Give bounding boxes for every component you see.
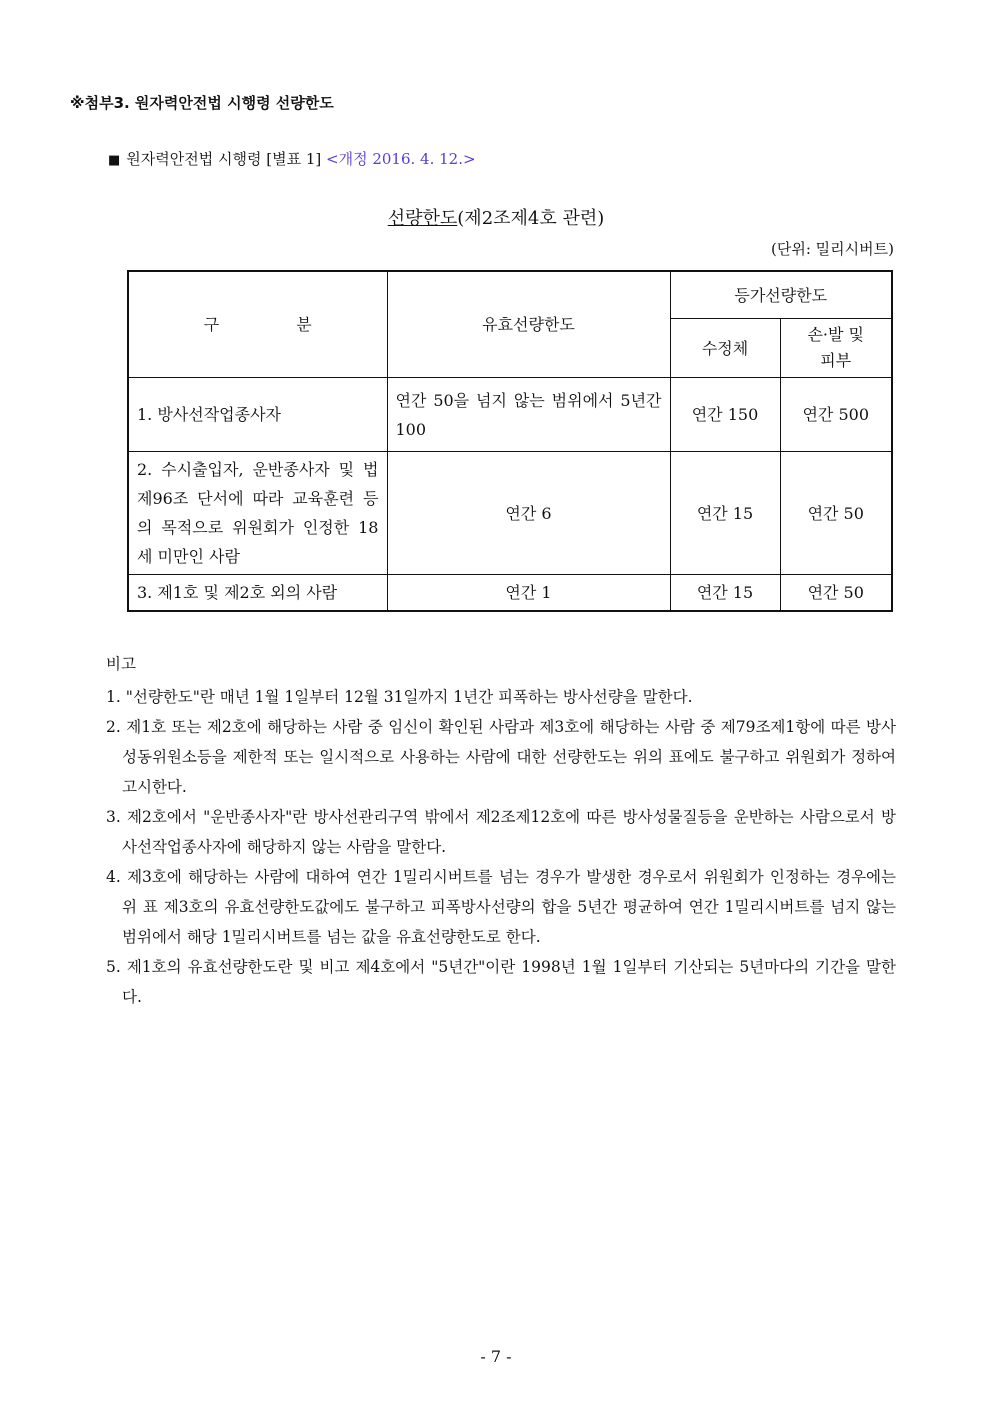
- table-title-sub: (제2조제4호 관련): [457, 208, 605, 229]
- row2-category: 2. 수시출입자, 운반종사자 및 법 제96조 단서에 따라 교육훈련 등의 목적으로 위원회가 인정한 18세 미만인 사람: [128, 452, 387, 575]
- note-item: 4. 제3호에 해당하는 사람에 대하여 연간 1밀리시버트를 넘는 경우가 발생한 경우로서 위원회가 인정하는 경우에는 위 표 제3호의 유효선량한도값에도 불구하고 피폭방사선량의 합을 5년간 평균하여 연간 1밀리시버트를 넘지 않는 범위에서 해당 1밀리시버트를 넘는 값을 유효선량한도로 한다.: [106, 868, 896, 946]
- table-row: [128, 575, 892, 612]
- header-equivalent-limit: 등가선량한도: [670, 271, 892, 319]
- table-row: [128, 378, 892, 452]
- attachment-title: ※첨부3. 원자력안전법 시행령 선량한도: [70, 94, 334, 112]
- row2-skin: 연간 50: [780, 452, 892, 575]
- table-title-main: 선량한도: [387, 208, 458, 229]
- row1-effective: 연간 50을 넘지 않는 범위에서 5년간 100: [387, 378, 670, 452]
- row1-category: 1. 방사선작업종사자: [128, 378, 387, 452]
- header-skin-line1: 손·발 및: [807, 325, 865, 344]
- row3-lens: 연간 15: [670, 575, 780, 612]
- square-bullet-icon: ■: [108, 153, 121, 168]
- row2-effective: 연간 6: [387, 452, 670, 575]
- header-category: 구 분: [128, 271, 387, 378]
- row1-lens: 연간 150: [670, 378, 780, 452]
- table-header-row: [128, 271, 892, 319]
- dose-limit-table: [127, 270, 893, 612]
- row3-skin: 연간 50: [780, 575, 892, 612]
- note-item: 3. 제2호에서 "운반종사자"란 방사선관리구역 밖에서 제2조제12호에 따른 방사성물질등을 운반하는 사람으로서 방사선작업종사자에 해당하지 않는 사람을 말한다.: [106, 808, 896, 856]
- table-row: [128, 452, 892, 575]
- law-reference-text: 원자력안전법 시행령 [별표 1]: [126, 150, 322, 168]
- page-number: - 7 -: [480, 1347, 512, 1366]
- header-lens: 수정체: [670, 319, 780, 378]
- table-title: [0, 204, 992, 230]
- header-skin: [780, 319, 892, 378]
- header-effective-limit: 유효선량한도: [387, 271, 670, 378]
- row3-effective: 연간 1: [387, 575, 670, 612]
- note-item: 2. 제1호 또는 제2호에 해당하는 사람 중 임신이 확인된 사람과 제3호에 해당하는 사람 중 제79조제1항에 따른 방사성동위원소등을 제한적 또는 일시적으로 사용하는 사람에 대한 선량한도는 위의 표에도 불구하고 위원회가 정하여 고시한다.: [106, 718, 896, 796]
- row1-skin: 연간 500: [780, 378, 892, 452]
- row3-category: 3. 제1호 및 제2호 외의 사람: [128, 575, 387, 612]
- header-skin-line2: 피부: [820, 351, 852, 370]
- notes-section: [106, 652, 896, 1012]
- law-reference: [108, 148, 476, 169]
- unit-label: (단위: 밀리시버트): [771, 240, 894, 258]
- amendment-date: <개정 2016. 4. 12.>: [326, 150, 476, 168]
- note-item: 5. 제1호의 유효선량한도란 및 비고 제4호에서 "5년간"이란 1998년 1월 1일부터 기산되는 5년마다의 기간을 말한다.: [106, 958, 896, 1006]
- note-item: 1. "선량한도"란 매년 1월 1일부터 12월 31일까지 1년간 피폭하는 방사선량을 말한다.: [106, 688, 693, 706]
- notes-heading: 비고: [106, 655, 136, 673]
- row2-lens: 연간 15: [670, 452, 780, 575]
